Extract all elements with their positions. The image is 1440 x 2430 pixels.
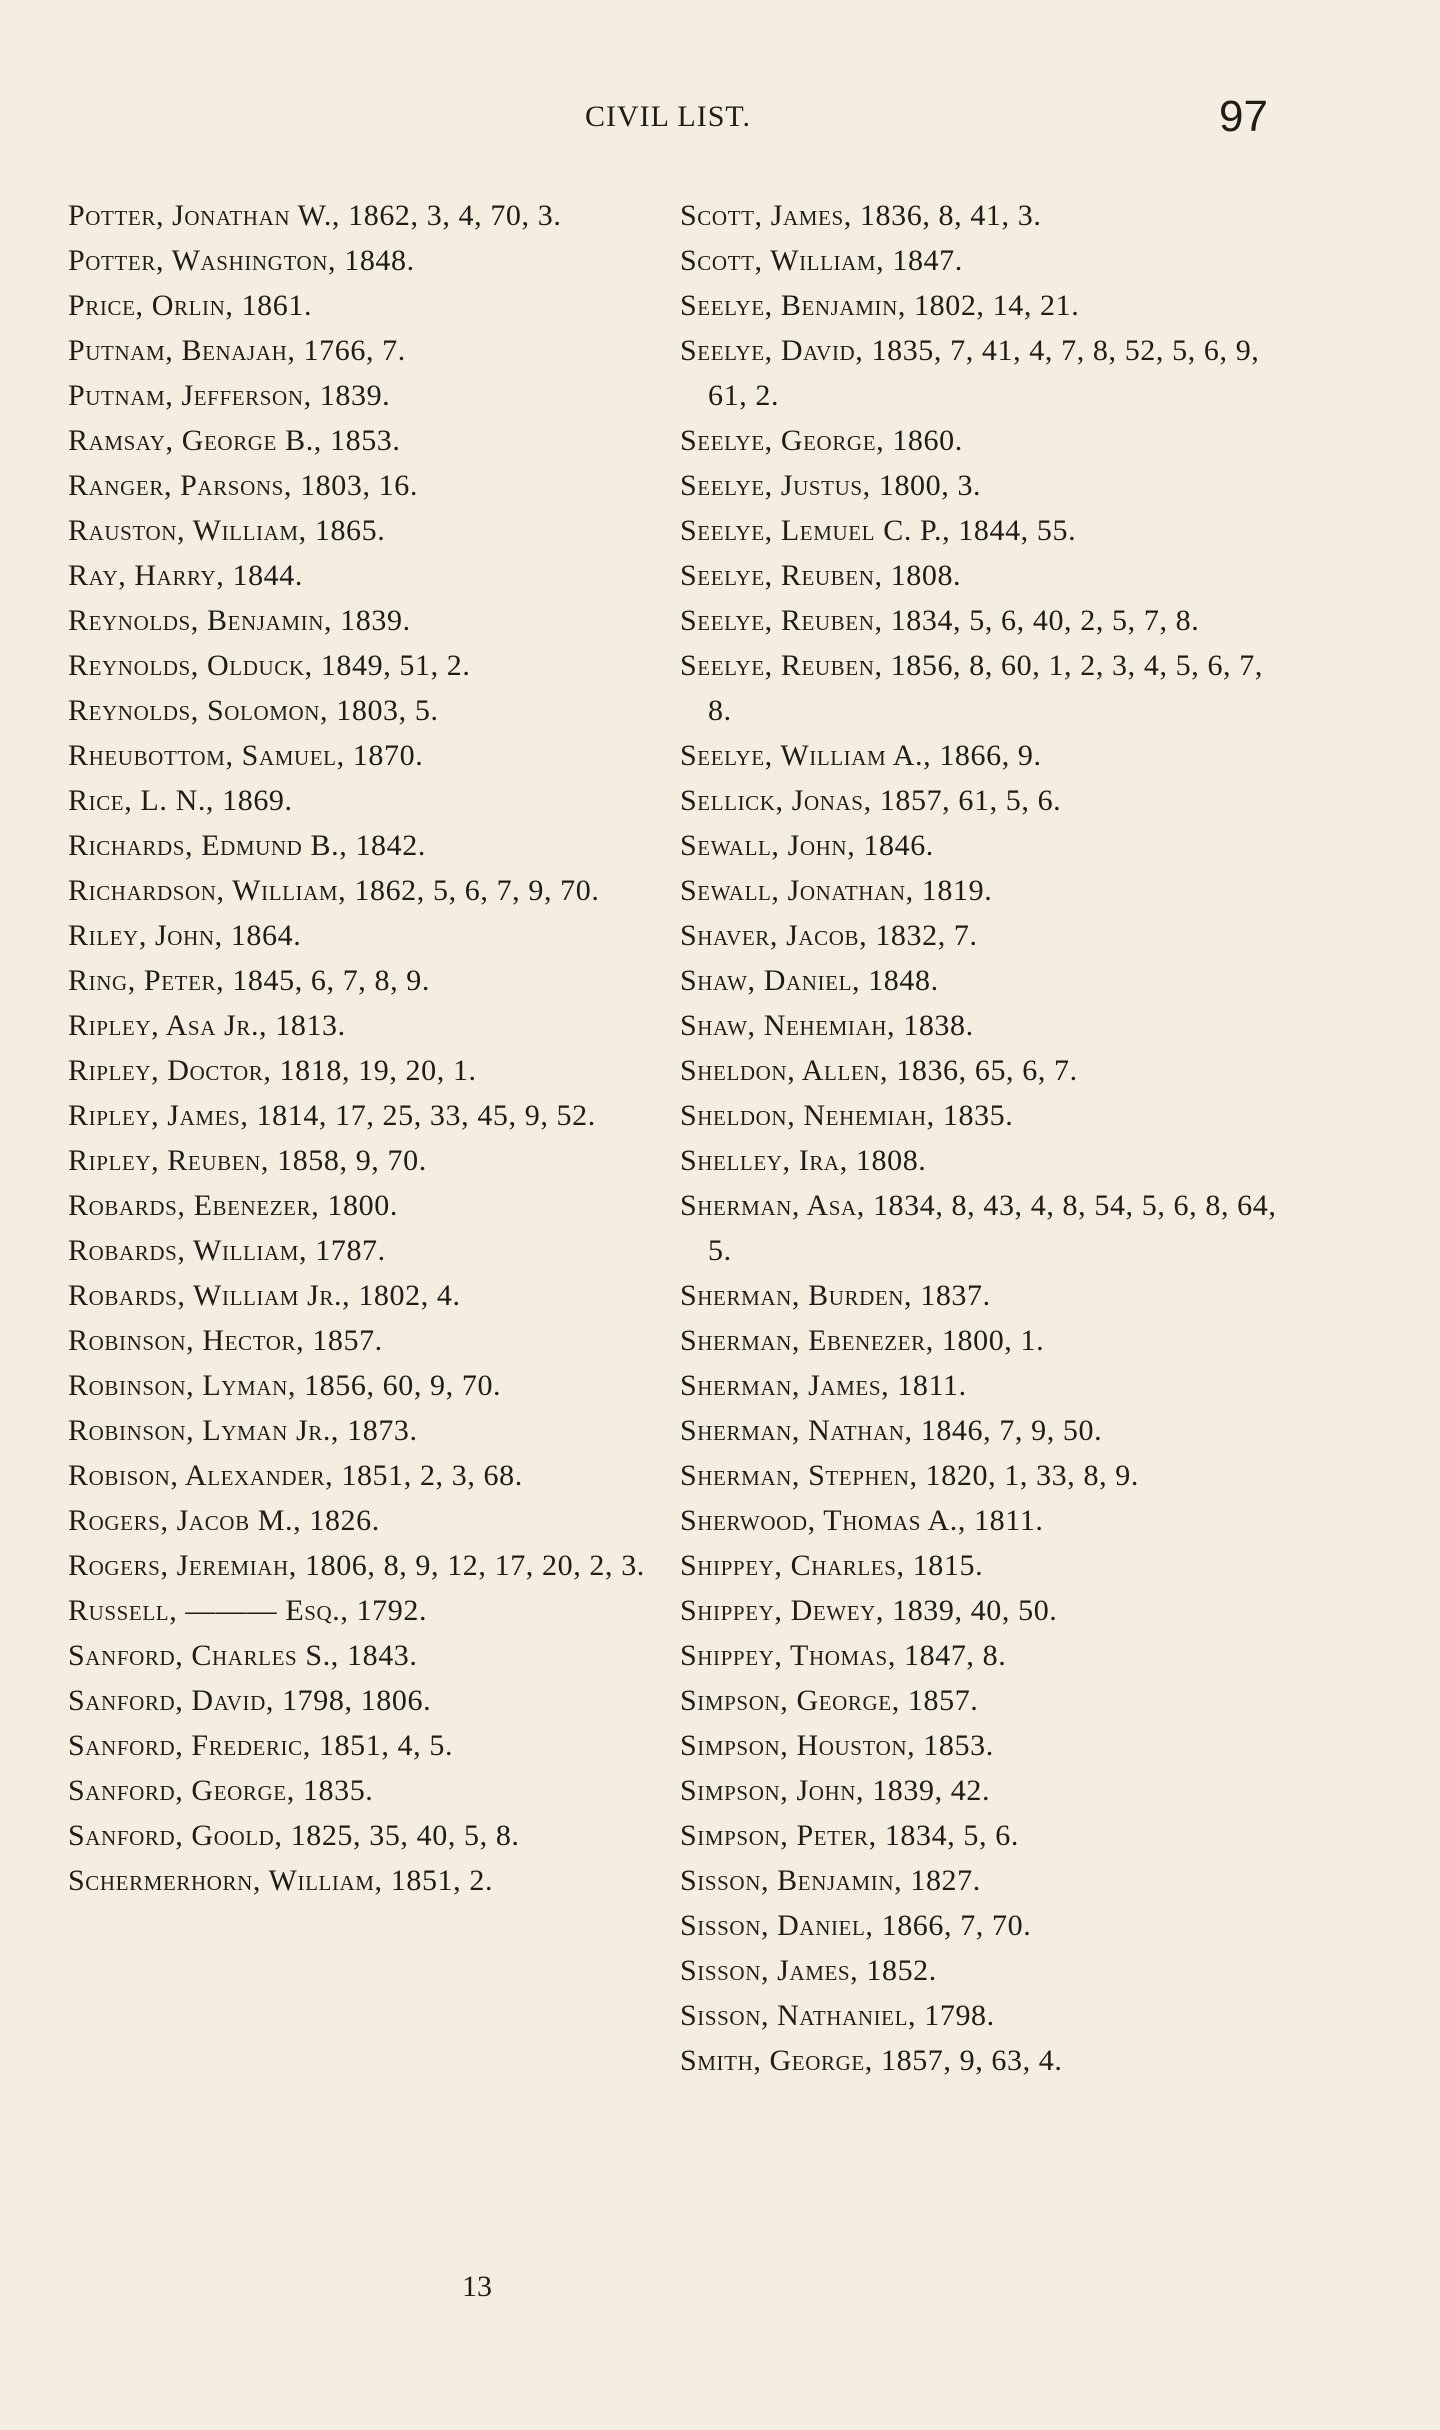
list-item: Shelley, Ira, 1808. (680, 1144, 927, 1177)
list-item: Ray, Harry, 1844. (68, 559, 303, 592)
list-item: Rogers, Jacob M., 1826. (68, 1504, 380, 1537)
list-item: Sheldon, Nehemiah, 1835. (680, 1099, 1014, 1132)
list-item: Ripley, Doctor, 1818, 19, 20, 1. (68, 1054, 477, 1087)
list-item: Sewall, Jonathan, 1819. (680, 874, 993, 907)
list-item: Sanford, Goold, 1825, 35, 40, 5, 8. (68, 1819, 520, 1852)
list-item: Sewall, John, 1846. (680, 829, 934, 862)
list-item: Sherman, Asa, 1834, 8, 43, 4, 8, 54, 5, 6, 8, 64, 5. (680, 1189, 1277, 1267)
list-item: Ranger, Parsons, 1803, 16. (68, 469, 418, 502)
list-item: Robison, Alexander, 1851, 2, 3, 68. (68, 1459, 523, 1492)
list-item: Seelye, Justus, 1800, 3. (680, 469, 982, 502)
list-item: Reynolds, Benjamin, 1839. (68, 604, 411, 637)
list-item: Simpson, Peter, 1834, 5, 6. (680, 1819, 1019, 1852)
list-item: Robards, William, 1787. (68, 1234, 386, 1267)
list-item: Scott, James, 1836, 8, 41, 3. (680, 199, 1042, 232)
list-item: Potter, Jonathan W., 1862, 3, 4, 70, 3. (68, 199, 562, 232)
list-item: Seelye, Lemuel C. P., 1844, 55. (680, 514, 1077, 547)
list-item: Richards, Edmund B., 1842. (68, 829, 426, 862)
list-item: Seelye, David, 1835, 7, 41, 4, 7, 8, 52, 5, 6, 9, 61, 2. (680, 334, 1260, 412)
list-item: Sherwood, Thomas A., 1811. (680, 1504, 1044, 1537)
list-item: Simpson, George, 1857. (680, 1684, 979, 1717)
list-item: Reynolds, Solomon, 1803, 5. (68, 694, 439, 727)
list-item: Sisson, Benjamin, 1827. (680, 1864, 981, 1897)
list-item: Seelye, George, 1860. (680, 424, 963, 457)
running-head (68, 92, 1268, 148)
list-item: Rheubottom, Samuel, 1870. (68, 739, 424, 772)
list-item: Potter, Washington, 1848. (68, 244, 415, 277)
list-item: Seelye, Reuben, 1834, 5, 6, 40, 2, 5, 7, 8. (680, 604, 1200, 637)
right-column (680, 193, 1278, 2083)
list-item: Ramsay, George B., 1853. (68, 424, 401, 457)
list-item: Ripley, Reuben, 1858, 9, 70. (68, 1144, 427, 1177)
list-item: Simpson, Houston, 1853. (680, 1729, 994, 1762)
list-item: Seelye, William A., 1866, 9. (680, 739, 1042, 772)
list-item: Sherman, James, 1811. (680, 1369, 967, 1402)
list-item: Robinson, Lyman Jr., 1873. (68, 1414, 418, 1447)
list-item: Shippey, Dewey, 1839, 40, 50. (680, 1594, 1058, 1627)
list-item: Robards, Ebenezer, 1800. (68, 1189, 398, 1222)
list-item: Sanford, Charles S., 1843. (68, 1639, 418, 1672)
list-item: Schermerhorn, William, 1851, 2. (68, 1864, 494, 1897)
list-item: Richardson, William, 1862, 5, 6, 7, 9, 70. (68, 874, 600, 907)
list-item: Sherman, Burden, 1837. (680, 1279, 991, 1312)
left-column (68, 193, 658, 1903)
list-item: Seelye, Reuben, 1856, 8, 60, 1, 2, 3, 4, 5, 6, 7, 8. (680, 649, 1263, 727)
page-title: CIVIL LIST. (585, 100, 751, 133)
list-item: Robinson, Hector, 1857. (68, 1324, 383, 1357)
list-item: Ripley, Asa Jr., 1813. (68, 1009, 346, 1042)
list-item: Reynolds, Olduck, 1849, 51, 2. (68, 649, 471, 682)
list-item: Sisson, Daniel, 1866, 7, 70. (680, 1909, 1032, 1942)
list-item: Sisson, James, 1852. (680, 1954, 937, 1987)
list-item: Seelye, Benjamin, 1802, 14, 21. (680, 289, 1080, 322)
list-item: Ripley, James, 1814, 17, 25, 33, 45, 9, 52. (68, 1099, 596, 1132)
list-item: Shippey, Charles, 1815. (680, 1549, 984, 1582)
page-number: 97 (1219, 92, 1268, 141)
list-item: Scott, William, 1847. (680, 244, 963, 277)
list-item: Putnam, Benajah, 1766, 7. (68, 334, 406, 367)
list-item: Shaw, Nehemiah, 1838. (680, 1009, 974, 1042)
list-item: Simpson, John, 1839, 42. (680, 1774, 991, 1807)
list-item: Putnam, Jefferson, 1839. (68, 379, 391, 412)
list-item: Sanford, David, 1798, 1806. (68, 1684, 432, 1717)
list-item: Sherman, Nathan, 1846, 7, 9, 50. (680, 1414, 1103, 1447)
signature-mark: 13 (462, 2270, 492, 2303)
list-item: Sanford, Frederic, 1851, 4, 5. (68, 1729, 454, 1762)
list-item: Rogers, Jeremiah, 1806, 8, 9, 12, 17, 20, 2, 3. (68, 1549, 645, 1582)
list-item: Sanford, George, 1835. (68, 1774, 374, 1807)
list-item: Russell, ——— Esq., 1792. (68, 1594, 428, 1627)
list-item: Sisson, Nathaniel, 1798. (680, 1999, 995, 2032)
list-item: Shippey, Thomas, 1847, 8. (680, 1639, 1007, 1672)
list-item: Ring, Peter, 1845, 6, 7, 8, 9. (68, 964, 431, 997)
list-item: Sherman, Ebenezer, 1800, 1. (680, 1324, 1045, 1357)
list-item: Rauston, William, 1865. (68, 514, 386, 547)
list-item: Sellick, Jonas, 1857, 61, 5, 6. (680, 784, 1062, 817)
list-item: Robinson, Lyman, 1856, 60, 9, 70. (68, 1369, 502, 1402)
list-item: Shaw, Daniel, 1848. (680, 964, 939, 997)
list-item: Shaver, Jacob, 1832, 7. (680, 919, 978, 952)
list-item: Riley, John, 1864. (68, 919, 302, 952)
list-item: Price, Orlin, 1861. (68, 289, 313, 322)
list-item: Smith, George, 1857, 9, 63, 4. (680, 2044, 1063, 2077)
list-item: Robards, William Jr., 1802, 4. (68, 1279, 461, 1312)
list-item: Seelye, Reuben, 1808. (680, 559, 962, 592)
list-item: Sherman, Stephen, 1820, 1, 33, 8, 9. (680, 1459, 1139, 1492)
list-item: Sheldon, Allen, 1836, 65, 6, 7. (680, 1054, 1078, 1087)
list-item: Rice, L. N., 1869. (68, 784, 293, 817)
